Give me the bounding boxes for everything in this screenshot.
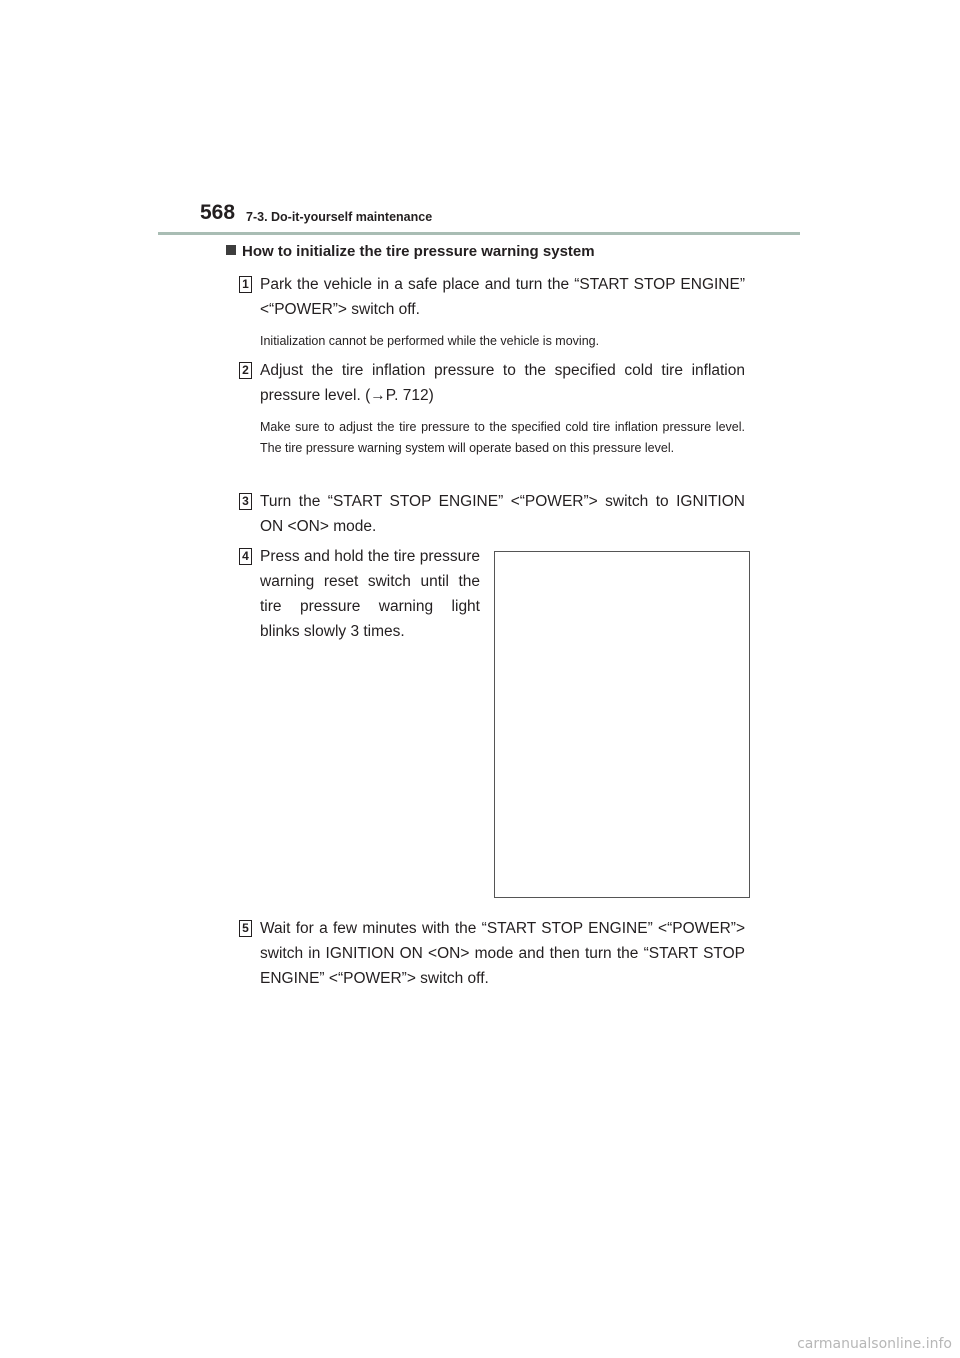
- section-title: 7-3. Do-it-yourself maintenance: [246, 210, 433, 224]
- watermark: carmanualsonline.info: [797, 1336, 952, 1352]
- subheading: [226, 243, 595, 260]
- step-2-note: Make sure to adjust the tire pressure to the specified cold tire inflation pressure level. The tire pressure warning system will operate based on this pressure level.: [260, 420, 745, 455]
- step-1-text: Park the vehicle in a safe place and turn the “START STOP ENGINE” <“POWER”> switch off.: [260, 276, 745, 318]
- step-1-note: Initialization cannot be performed while the vehicle is moving.: [260, 334, 600, 348]
- step-2-text: Adjust the tire inflation pressure to the specified cold tire inflation pressure level. (→P. 712): [260, 362, 745, 404]
- step-4-text: Press and hold the tire pressure warning reset switch until the tire pressure warning light blinks slowly 3 times.: [260, 548, 480, 640]
- step-number-1: 1: [239, 276, 252, 293]
- step-3-text: Turn the “START STOP ENGINE” <“POWER”> switch to IGNITION ON <ON> mode.: [260, 493, 745, 535]
- step-number-2: 2: [239, 362, 252, 379]
- header-divider: [158, 232, 800, 235]
- step-number-4: 4: [239, 548, 252, 565]
- square-bullet-icon: [226, 245, 236, 255]
- step-5-text: Wait for a few minutes with the “START STOP ENGINE” <“POWER”> switch in IGNITION ON <ON> mode and then turn the “START STOP ENGINE” <“POWER”> switch off.: [260, 920, 745, 987]
- page-number: 568: [200, 201, 236, 224]
- step-number-5: 5: [239, 920, 252, 937]
- subheading-text: How to initialize the tire pressure warning system: [242, 243, 595, 260]
- step-number-3: 3: [239, 493, 252, 510]
- figure-frame: [494, 551, 750, 898]
